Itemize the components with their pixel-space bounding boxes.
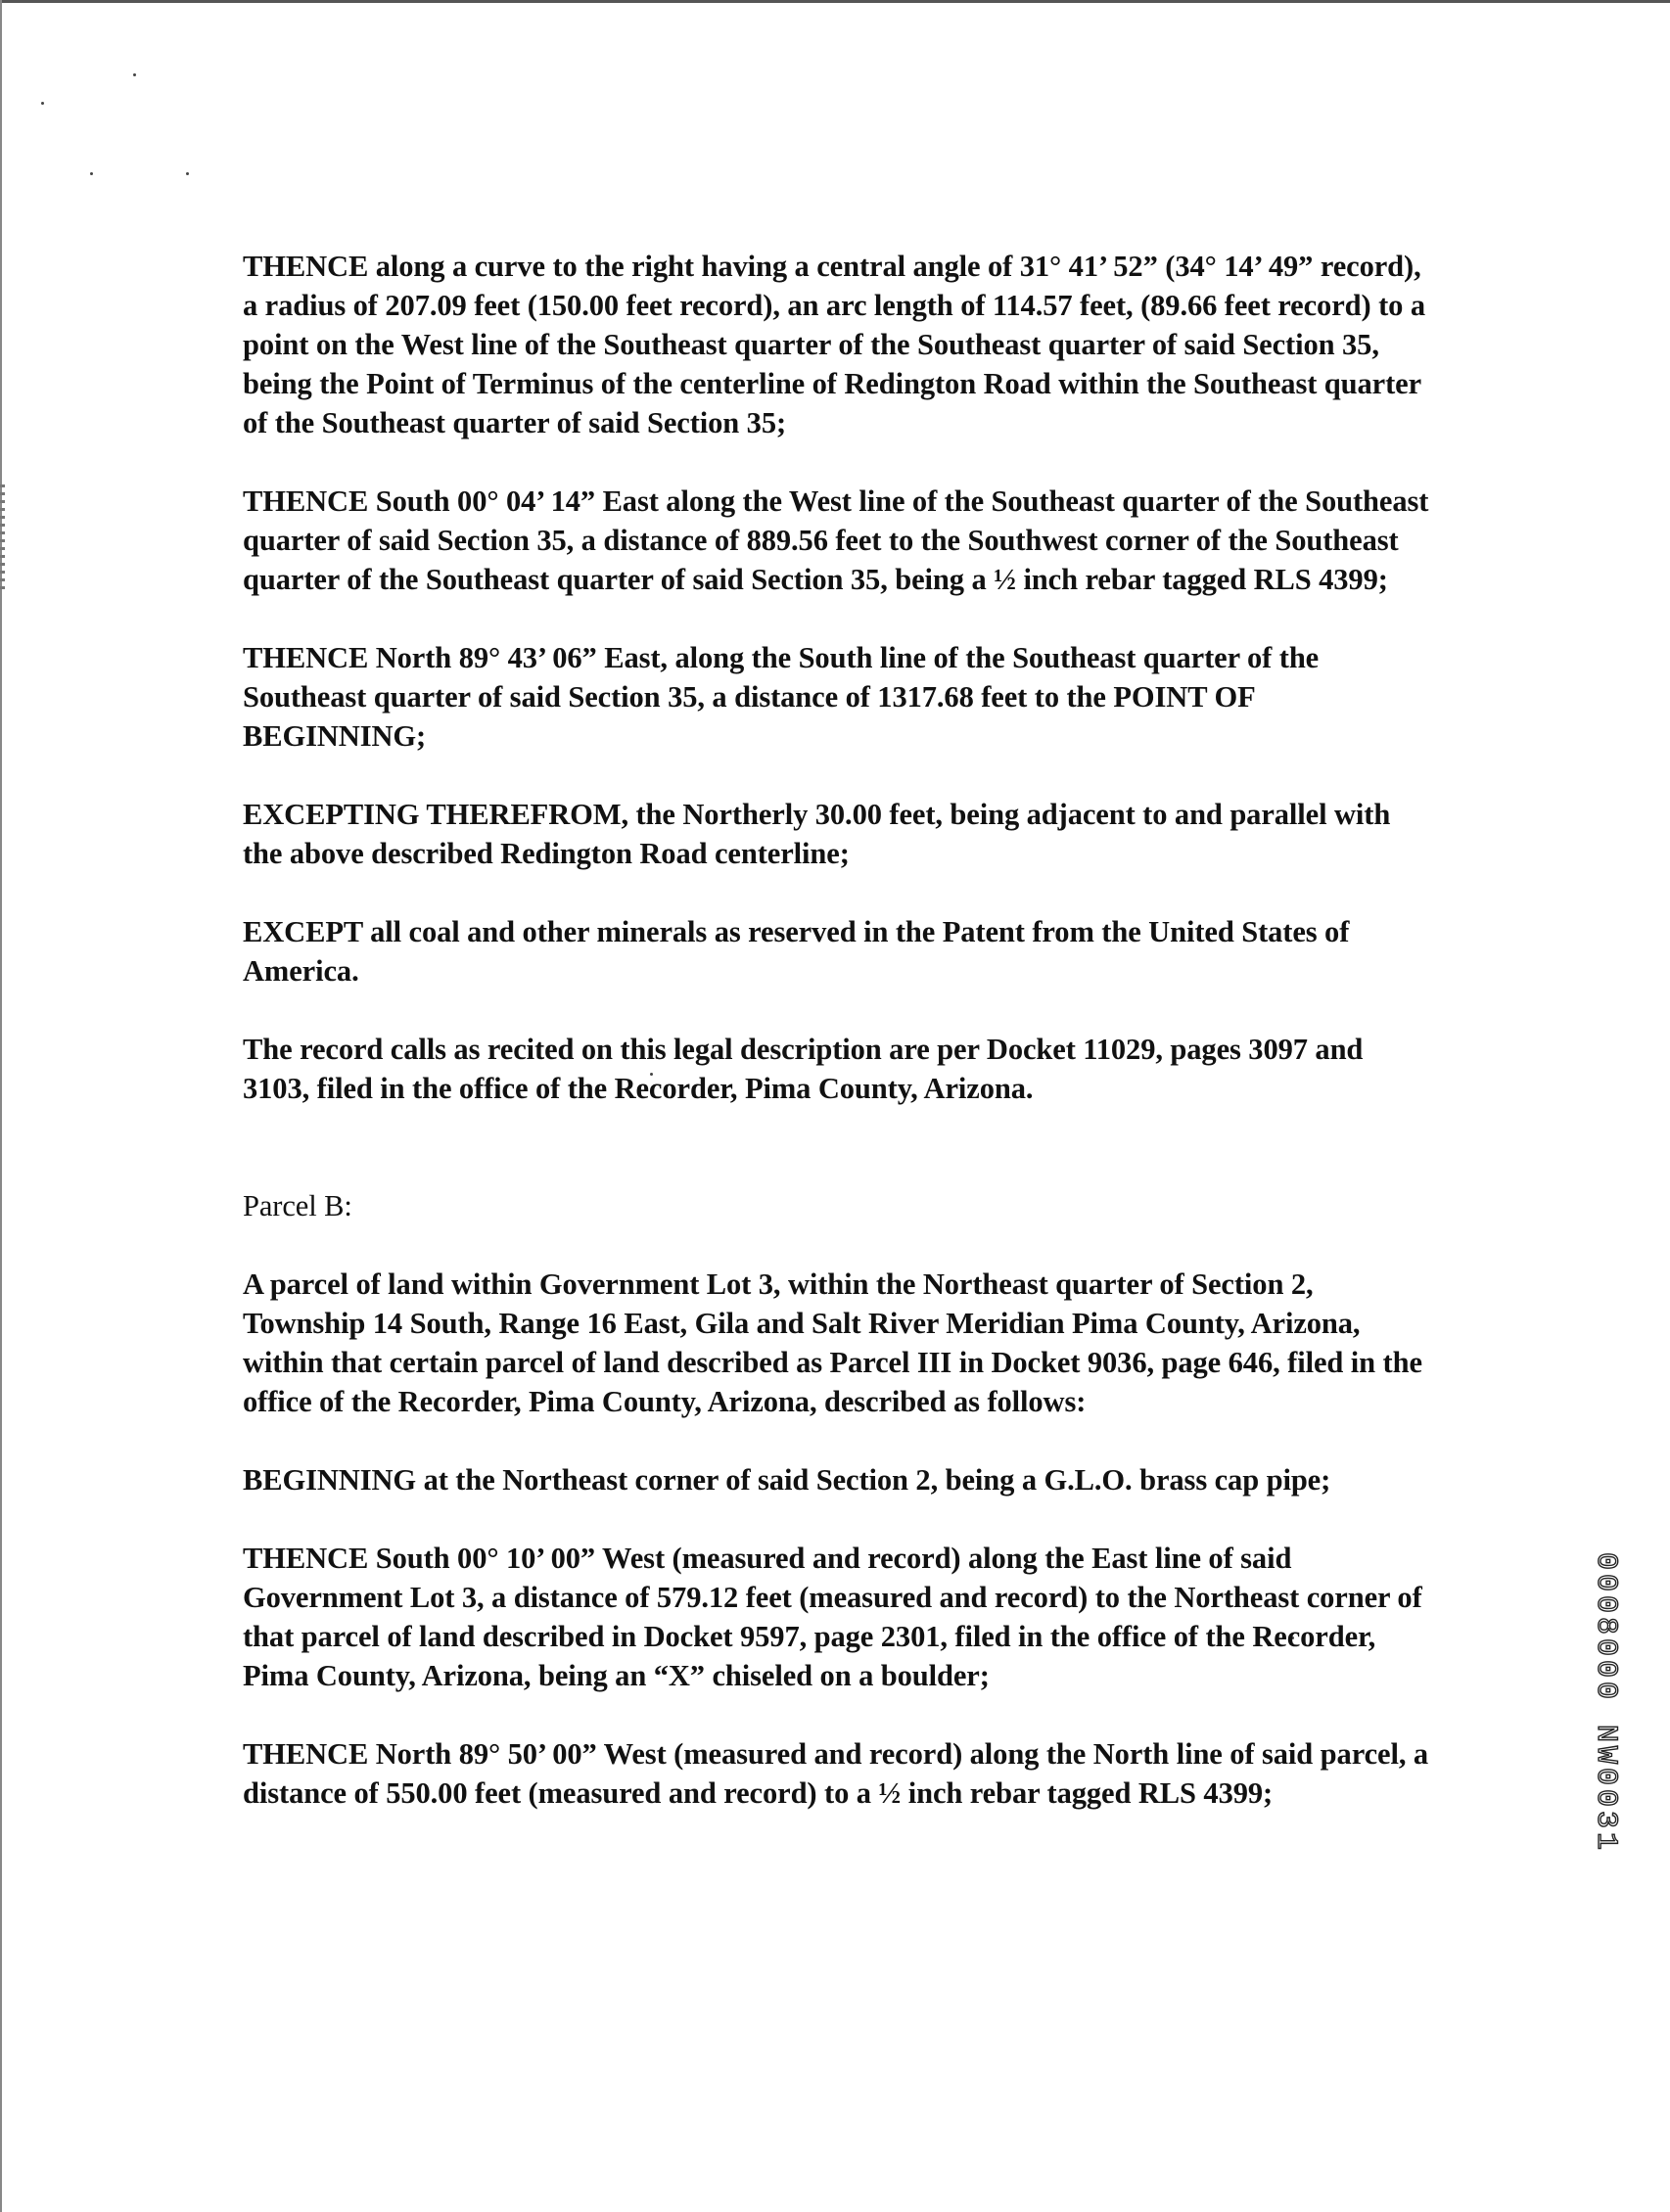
scan-speck [41, 102, 44, 105]
margin-stamp-document-number [1576, 1551, 1635, 1855]
paragraph-parcel-b-description: A parcel of land within Government Lot 3, within the Northeast quarter of Section 2, Township 14 South, Range 16 East, Gila and Salt River Meridian Pima County, Arizona, within that certain parcel of land described as Parcel III in Docket 9036, page 646, filed in the office of the Recorder, Pima County, Arizona, described as follows: [243, 1267, 1422, 1418]
parcel-b-heading: Parcel B: [243, 1189, 352, 1222]
paragraph-thence-north-point-of-beginning: THENCE North 89° 43’ 06” East, along the South line of the Southeast quarter of the Southeast quarter of said Section 35, a distance of 1317.68 feet to the POINT OF BEGINNING; [243, 641, 1320, 753]
scan-speck [90, 172, 93, 175]
scan-left-edge-marks [0, 484, 5, 592]
scan-speck [133, 73, 136, 76]
scan-left-edge [0, 0, 2, 2212]
scan-top-edge [0, 0, 1670, 3]
paragraph-thence-south-east-line: THENCE South 00° 10’ 00” West (measured and record) along the East line of said Government Lot 3, a distance of 579.12 feet (measured and record) to the Northeast corner of that parcel of land described in Docket 9597, page 2301, filed in the office of the Recorder, Pima County, Arizona, being an “X” chiseled on a boulder; [243, 1542, 1422, 1692]
paragraph-beginning-northeast-corner: BEGINNING at the Northeast corner of said Section 2, being a G.L.O. brass cap pipe; [243, 1463, 1331, 1497]
legal-description-body [243, 247, 1432, 1852]
scan-speck [186, 172, 189, 175]
paragraph-thence-north-north-line: THENCE North 89° 50’ 00” West (measured and record) along the North line of said parcel, a distance of 550.00 feet (measured and record) to a ½ inch rebar tagged RLS 4399; [243, 1737, 1429, 1810]
paragraph-excepting-therefrom: EXCEPTING THEREFROM, the Northerly 30.00 feet, being adjacent to and parallel with the above described Redington Road centerline; [243, 798, 1391, 870]
paragraph-record-calls: The record calls as recited on this legal description are per Docket 11029, pages 3097 and 3103, filed in the office of the Recorder, Pima County, Arizona. [243, 1033, 1364, 1105]
margin-stamp-text: 0008000 NW0031 [1589, 1551, 1622, 1855]
paragraph-thence-south-west-line: THENCE South 00° 04’ 14” East along the West line of the Southeast quarter of the Southeast quarter of said Section 35, a distance of 889.56 feet to the Southwest corner of the Southeast quarter of the Southeast quarter of said Section 35, being a ½ inch rebar tagged RLS 4399; [243, 484, 1429, 596]
paragraph-except-minerals: EXCEPT all coal and other minerals as reserved in the Patent from the United States of America. [243, 915, 1350, 988]
paragraph-curve-right: THENCE along a curve to the right having a central angle of 31° 41’ 52” (34° 14’ 49” record), a radius of 207.09 feet (150.00 feet record), an arc length of 114.57 feet, (89.66 feet record) to a point on the West line of the Southeast quarter of the Southeast quarter of said Section 35, being the Point of Terminus of the centerline of Redington Road within the Southeast quarter of the Southeast quarter of said Section 35; [243, 250, 1425, 439]
